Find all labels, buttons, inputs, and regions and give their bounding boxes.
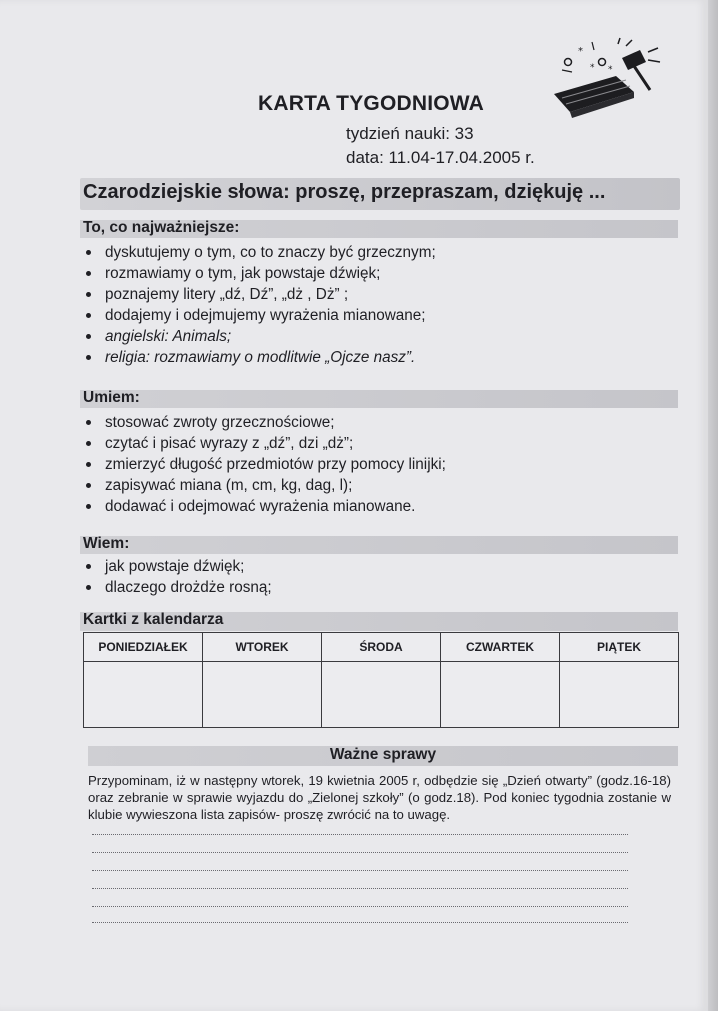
theme-banner [80,178,680,210]
section-can-label: Umiem: [83,389,140,406]
list-item: dodawać i odejmować wyrażenia mianowane. [80,496,446,517]
notes-paragraph: Przypominam, iż w następny wtorek, 19 kwietnia 2005 r, odbędzie się „Dzień otwarty” (godz.16-18) oraz zebranie w sprawie wyjazdu do „Zielonej szkoły” (o godz.18). Pod koniec tygodnia zostanie w klubie wywieszona lista zapisów- proszę zwrócić na to uwagę. [88,773,671,822]
list-item: dodajemy i odejmujemy wyrażenia mianowane; [80,305,436,326]
dotted-line [92,852,628,853]
dotted-line [92,870,628,871]
list-item: religia: rozmawiamy o modlitwie „Ojcze nasz”. [80,347,436,368]
section-important-heading [80,220,678,238]
day-monday: PONIEDZIAŁEK [84,633,203,662]
calendar-header-row [84,633,679,662]
page-title: KARTA TYGODNIOWA [258,92,485,115]
section-know-heading [80,536,678,554]
important-list [80,242,436,368]
list-item: czytać i pisać wyrazy z „dź”, dzi „dż”; [80,433,446,454]
calendar-cell-wednesday [322,662,441,728]
section-calendar-heading [80,612,678,631]
list-item: zapisywać miana (m, cm, kg, dag, l); [80,475,446,496]
svg-text:*: * [578,46,583,57]
week-number: tydzień nauki: 33 [346,124,474,143]
date-range: data: 11.04-17.04.2005 r. [346,148,535,167]
day-wednesday: ŚRODA [322,633,441,662]
section-notes-heading [88,746,678,766]
calendar-cell-tuesday [203,662,322,728]
dotted-line [92,888,628,889]
section-can-heading [80,390,678,408]
list-item: dyskutujemy o tym, co to znaczy być grzecznym; [80,242,436,263]
calendar-cell-thursday [441,662,560,728]
list-item: dlaczego drożdże rosną; [80,577,272,598]
dotted-line [92,922,628,923]
list-item: rozmawiamy o tym, jak powstaje dźwięk; [80,263,436,284]
page-edge [708,0,718,1011]
calendar-table [83,632,679,728]
section-know-label: Wiem: [83,535,130,552]
day-friday: PIĄTEK [560,633,679,662]
section-calendar-label: Kartki z kalendarza [83,611,224,628]
list-item: zmierzyć długość przedmiotów przy pomocy linijki; [80,454,446,475]
section-notes-label: Ważne sprawy [329,746,437,763]
calendar-body-row [84,662,679,728]
theme-text: Czarodziejskie słowa: proszę, przepraszam, dziękuję ... [83,181,606,203]
list-item: angielski: Animals; [80,326,436,347]
svg-text:*: * [590,63,595,73]
list-item: jak powstaje dźwięk; [80,556,272,577]
list-item: stosować zwroty grzecznościowe; [80,412,446,433]
dotted-line [92,906,628,907]
know-list [80,556,272,598]
section-important-label: To, co najważniejsze: [83,219,240,236]
svg-text:*: * [608,65,613,75]
day-thursday: CZWARTEK [441,633,560,662]
calendar-cell-monday [84,662,203,728]
xylophone-hammer-icon [548,36,668,121]
can-list [80,412,446,517]
dotted-line [92,834,628,835]
day-tuesday: WTOREK [203,633,322,662]
calendar-cell-friday [560,662,679,728]
list-item: poznajemy litery „dź, Dź”, „dż , Dż” ; [80,284,436,305]
